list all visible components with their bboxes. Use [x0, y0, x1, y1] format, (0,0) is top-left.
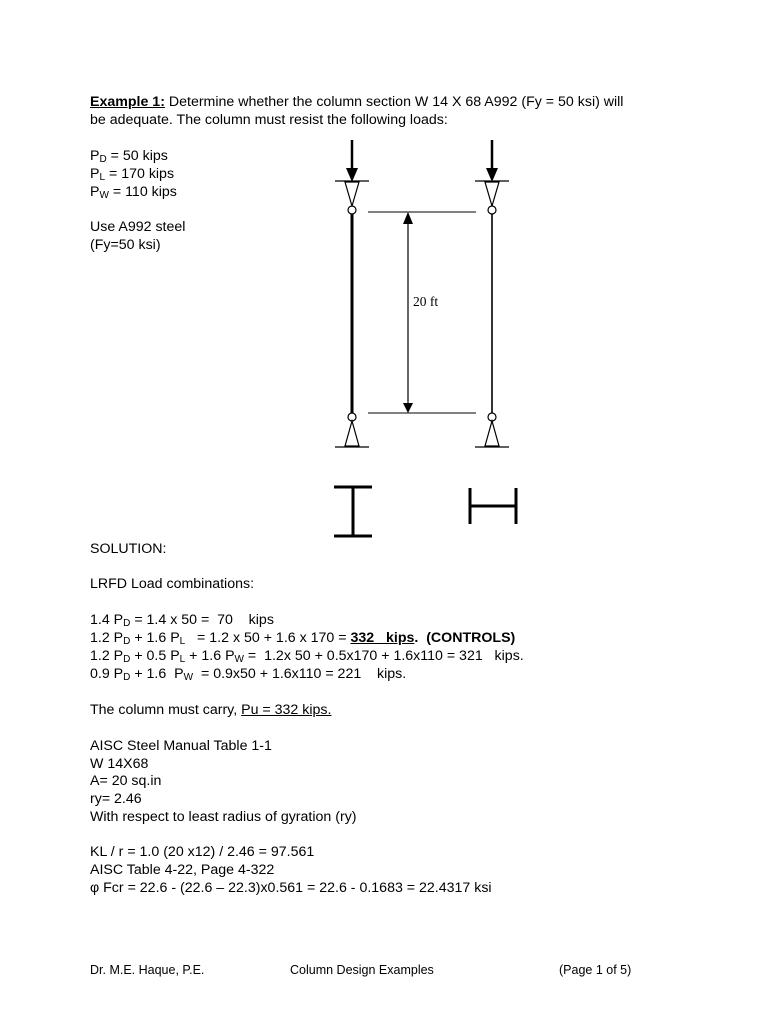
table-ref: AISC Steel Manual Table 1-1	[90, 738, 272, 754]
i-section-icon	[334, 487, 372, 536]
footer-page: (Page 1 of 5)	[559, 963, 632, 977]
required-strength: The column must carry, Pu = 332 kips.	[90, 702, 332, 718]
phi-fcr: φ Fcr = 22.6 - (22.6 – 22.3)x0.561 = 22.6 - 0.1683 = 22.4317 ksi	[90, 880, 492, 896]
intro-line-1: Example 1: Determine whether the column section W 14 X 68 A992 (Fy = 50 ksi) will	[90, 94, 624, 110]
pu-value: Pu = 332 kips.	[241, 702, 332, 718]
example-label: Example 1:	[90, 94, 165, 110]
length-dimension	[368, 212, 476, 413]
combo-1: 1.4 $P_D = 1.4$ x 50 = 70 kips	[90, 612, 274, 629]
slenderness: KL / r = 1.0 (20 x12) / 2.46 = 97.561	[90, 844, 315, 860]
pin-top-right-icon	[488, 206, 496, 214]
load-wind: $P_W = 110$ kips	[90, 184, 177, 201]
combo-3: 1.2 $P_D + 0.5$ $P_L + 1.6$ $P_W = 1.2x$ 50 + 0.5x170 + 1.6x110 = 321 kips.	[90, 648, 524, 665]
steel-grade: Use A992 steel	[90, 219, 186, 235]
right-column	[475, 140, 509, 447]
ry-value: ry= 2.46	[90, 791, 142, 807]
table-4-22: AISC Table 4-22, Page 4-322	[90, 862, 275, 878]
controlling-load: 332 kips	[350, 630, 415, 646]
left-column	[335, 140, 369, 447]
load-dead: $P_D = 50$ kips	[90, 148, 168, 165]
least-radius-note: With respect to least radius of gyration (ry)	[90, 809, 357, 825]
footer-author: Dr. M.E. Haque, P.E.	[90, 963, 205, 977]
dimension-label: 20 ft	[413, 294, 439, 309]
load-live: $P_L = 170$ kips	[90, 166, 175, 183]
combo-4: 0.9 $P_D + 1.6$ $P_W = 0.9x50 + 1.6x110 = 221$ kips.	[90, 666, 407, 683]
intro-line-2: be adequate. The column must resist the following loads:	[90, 112, 448, 128]
load-arrow-right-icon	[486, 168, 498, 182]
solution-title: SOLUTION:	[90, 541, 167, 557]
footer-title: Column Design Examples	[290, 963, 434, 977]
lrfd-heading: LRFD Load combinations:	[90, 576, 255, 592]
h-section-icon	[470, 488, 516, 524]
steel-fy: (Fy=50 ksi)	[90, 237, 161, 253]
section-name: W 14X68	[90, 756, 149, 772]
combo-2: 1.2 $P_D + 1.6$ $P_L = 1.2$ x 50 + 1.6 x 170 = 332 kips. (CONTROLS)	[90, 630, 516, 647]
load-arrow-left-icon	[346, 168, 358, 182]
pin-top-left-icon	[348, 206, 356, 214]
area-value: A= 20 sq.in	[90, 773, 162, 789]
